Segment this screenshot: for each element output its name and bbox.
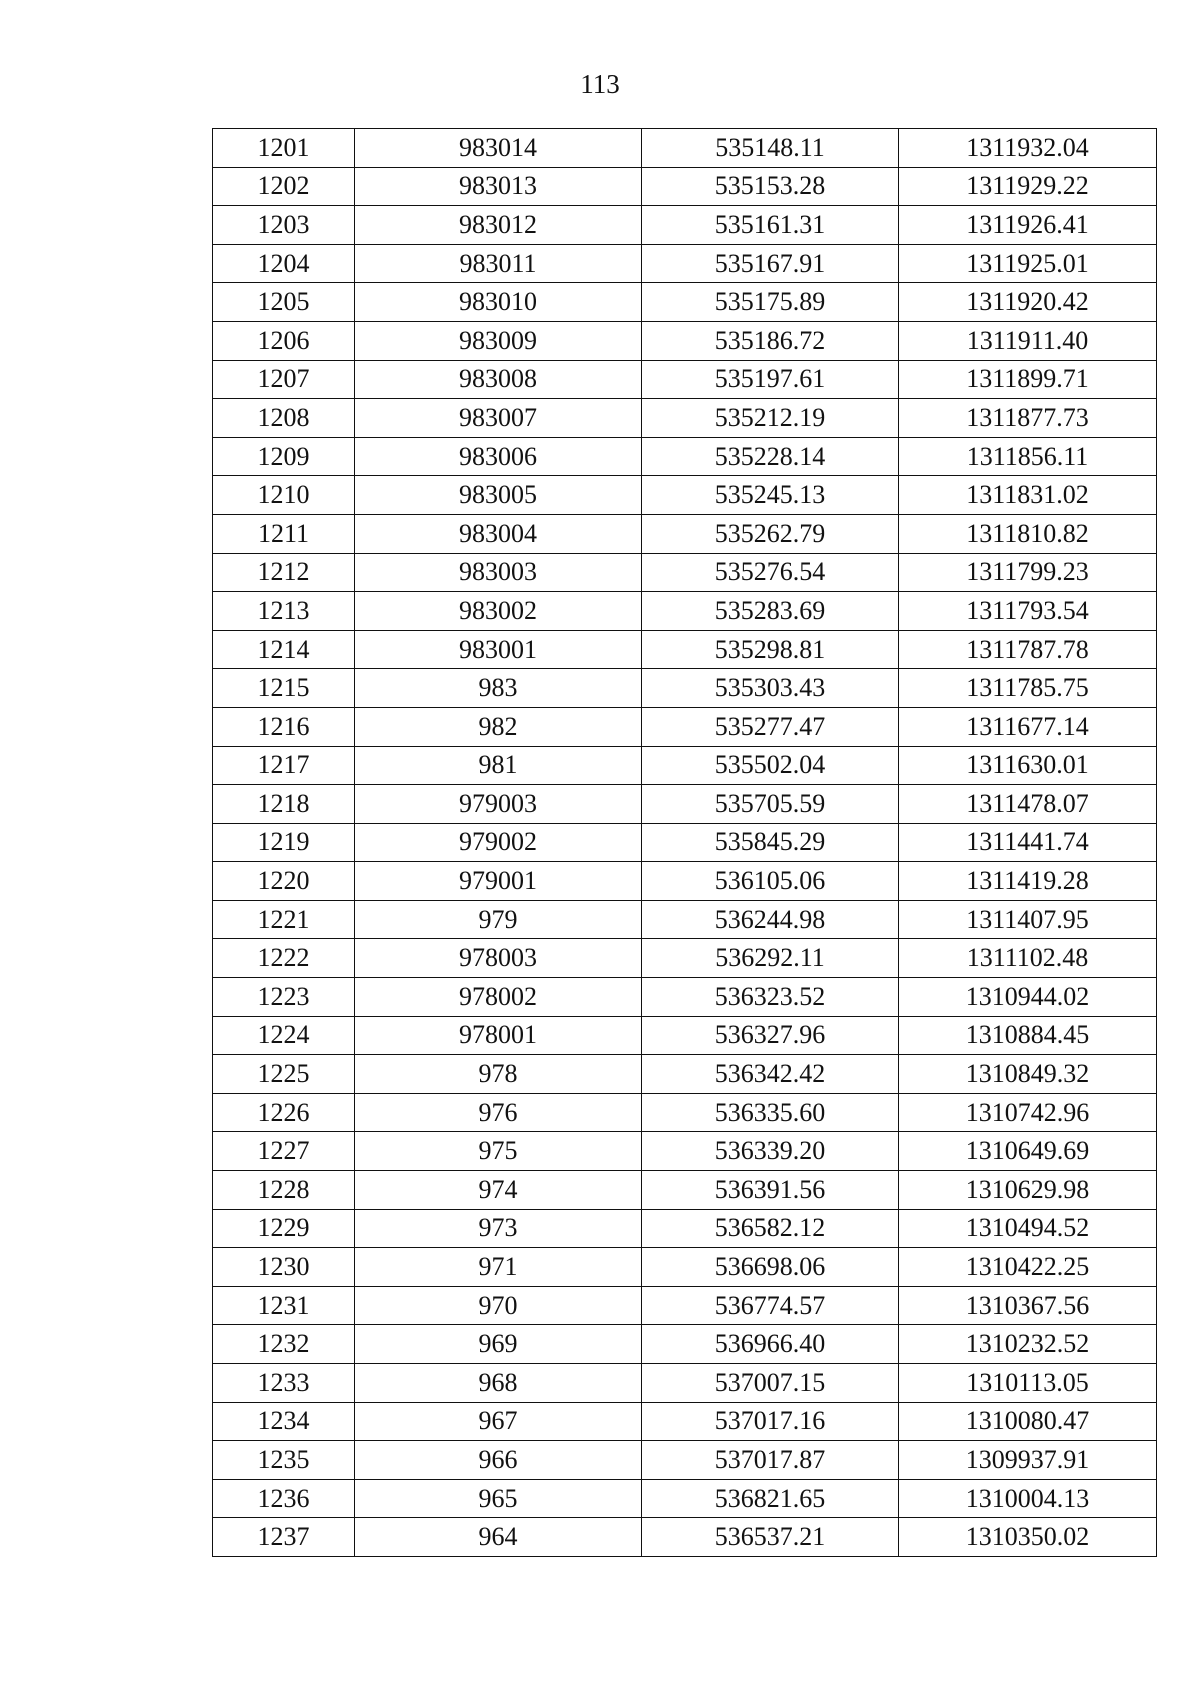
row-number-cell: 1225 — [213, 1055, 355, 1094]
row-number-cell: 1222 — [213, 939, 355, 978]
table-row — [213, 978, 1157, 1017]
x-coordinate-cell: 535245.13 — [642, 476, 899, 515]
x-coordinate-cell: 536292.11 — [642, 939, 899, 978]
y-coordinate-cell: 1310944.02 — [899, 978, 1157, 1017]
table-row — [213, 1325, 1157, 1364]
x-coordinate-cell: 535175.89 — [642, 283, 899, 322]
x-coordinate-cell: 536698.06 — [642, 1248, 899, 1287]
y-coordinate-cell: 1311877.73 — [899, 399, 1157, 438]
x-coordinate-cell: 537017.16 — [642, 1402, 899, 1441]
y-coordinate-cell: 1311926.41 — [899, 206, 1157, 245]
row-number-cell: 1234 — [213, 1402, 355, 1441]
point-id-cell: 983003 — [355, 553, 642, 592]
point-id-cell: 982 — [355, 707, 642, 746]
y-coordinate-cell: 1311441.74 — [899, 823, 1157, 862]
point-id-cell: 983006 — [355, 437, 642, 476]
row-number-cell: 1233 — [213, 1364, 355, 1403]
point-id-cell: 979003 — [355, 785, 642, 824]
x-coordinate-cell: 537017.87 — [642, 1441, 899, 1480]
y-coordinate-cell: 1311856.11 — [899, 437, 1157, 476]
point-id-cell: 983005 — [355, 476, 642, 515]
y-coordinate-cell: 1311677.14 — [899, 707, 1157, 746]
x-coordinate-cell: 537007.15 — [642, 1364, 899, 1403]
y-coordinate-cell: 1310367.56 — [899, 1286, 1157, 1325]
point-id-cell: 981 — [355, 746, 642, 785]
x-coordinate-cell: 535197.61 — [642, 360, 899, 399]
y-coordinate-cell: 1311929.22 — [899, 167, 1157, 206]
page-number: 113 — [580, 69, 620, 99]
y-coordinate-cell: 1311810.82 — [899, 514, 1157, 553]
row-number-cell: 1230 — [213, 1248, 355, 1287]
table-row — [213, 1518, 1157, 1557]
table-row — [213, 129, 1157, 168]
y-coordinate-cell: 1310232.52 — [899, 1325, 1157, 1364]
x-coordinate-cell: 535167.91 — [642, 244, 899, 283]
row-number-cell: 1232 — [213, 1325, 355, 1364]
y-coordinate-cell: 1311899.71 — [899, 360, 1157, 399]
row-number-cell: 1231 — [213, 1286, 355, 1325]
row-number-cell: 1212 — [213, 553, 355, 592]
point-id-cell: 983002 — [355, 592, 642, 631]
table-row — [213, 669, 1157, 708]
point-id-cell: 964 — [355, 1518, 642, 1557]
row-number-cell: 1229 — [213, 1209, 355, 1248]
point-id-cell: 975 — [355, 1132, 642, 1171]
point-id-cell: 979002 — [355, 823, 642, 862]
x-coordinate-cell: 535303.43 — [642, 669, 899, 708]
row-number-cell: 1216 — [213, 707, 355, 746]
x-coordinate-cell: 535705.59 — [642, 785, 899, 824]
point-id-cell: 974 — [355, 1171, 642, 1210]
row-number-cell: 1203 — [213, 206, 355, 245]
point-id-cell: 983 — [355, 669, 642, 708]
row-number-cell: 1235 — [213, 1441, 355, 1480]
point-id-cell: 978003 — [355, 939, 642, 978]
y-coordinate-cell: 1311478.07 — [899, 785, 1157, 824]
table-row — [213, 862, 1157, 901]
table-row — [213, 823, 1157, 862]
x-coordinate-cell: 535153.28 — [642, 167, 899, 206]
row-number-cell: 1213 — [213, 592, 355, 631]
x-coordinate-cell: 536391.56 — [642, 1171, 899, 1210]
point-id-cell: 983007 — [355, 399, 642, 438]
x-coordinate-cell: 535228.14 — [642, 437, 899, 476]
y-coordinate-cell: 1311920.42 — [899, 283, 1157, 322]
table-body — [213, 129, 1157, 1557]
row-number-cell: 1227 — [213, 1132, 355, 1171]
point-id-cell: 983004 — [355, 514, 642, 553]
table-row — [213, 1093, 1157, 1132]
row-number-cell: 1237 — [213, 1518, 355, 1557]
point-id-cell: 969 — [355, 1325, 642, 1364]
row-number-cell: 1226 — [213, 1093, 355, 1132]
table-row — [213, 707, 1157, 746]
row-number-cell: 1202 — [213, 167, 355, 206]
table-row — [213, 746, 1157, 785]
table-row — [213, 1364, 1157, 1403]
table-row — [213, 553, 1157, 592]
table-row — [213, 514, 1157, 553]
y-coordinate-cell: 1310422.25 — [899, 1248, 1157, 1287]
y-coordinate-cell: 1310494.52 — [899, 1209, 1157, 1248]
y-coordinate-cell: 1310004.13 — [899, 1479, 1157, 1518]
y-coordinate-cell: 1310350.02 — [899, 1518, 1157, 1557]
row-number-cell: 1217 — [213, 746, 355, 785]
y-coordinate-cell: 1311831.02 — [899, 476, 1157, 515]
y-coordinate-cell: 1311799.23 — [899, 553, 1157, 592]
y-coordinate-cell: 1310649.69 — [899, 1132, 1157, 1171]
table-row — [213, 900, 1157, 939]
row-number-cell: 1201 — [213, 129, 355, 168]
point-id-cell: 983013 — [355, 167, 642, 206]
point-id-cell: 978001 — [355, 1016, 642, 1055]
y-coordinate-cell: 1311787.78 — [899, 630, 1157, 669]
x-coordinate-cell: 535262.79 — [642, 514, 899, 553]
table-row — [213, 206, 1157, 245]
point-id-cell: 983009 — [355, 321, 642, 360]
point-id-cell: 970 — [355, 1286, 642, 1325]
point-id-cell: 973 — [355, 1209, 642, 1248]
row-number-cell: 1220 — [213, 862, 355, 901]
y-coordinate-cell: 1310080.47 — [899, 1402, 1157, 1441]
table-row — [213, 1209, 1157, 1248]
y-coordinate-cell: 1311793.54 — [899, 592, 1157, 631]
x-coordinate-cell: 536339.20 — [642, 1132, 899, 1171]
x-coordinate-cell: 536821.65 — [642, 1479, 899, 1518]
table-row — [213, 1248, 1157, 1287]
table-row — [213, 592, 1157, 631]
table-row — [213, 1441, 1157, 1480]
table-row — [213, 244, 1157, 283]
x-coordinate-cell: 536105.06 — [642, 862, 899, 901]
x-coordinate-cell: 535186.72 — [642, 321, 899, 360]
x-coordinate-cell: 536774.57 — [642, 1286, 899, 1325]
point-id-cell: 978 — [355, 1055, 642, 1094]
y-coordinate-cell: 1311932.04 — [899, 129, 1157, 168]
y-coordinate-cell: 1311925.01 — [899, 244, 1157, 283]
x-coordinate-cell: 535502.04 — [642, 746, 899, 785]
point-id-cell: 967 — [355, 1402, 642, 1441]
y-coordinate-cell: 1311785.75 — [899, 669, 1157, 708]
x-coordinate-cell: 535276.54 — [642, 553, 899, 592]
table-row — [213, 1132, 1157, 1171]
y-coordinate-cell: 1309937.91 — [899, 1441, 1157, 1480]
coordinates-table — [212, 128, 1157, 1557]
row-number-cell: 1204 — [213, 244, 355, 283]
row-number-cell: 1210 — [213, 476, 355, 515]
y-coordinate-cell: 1310849.32 — [899, 1055, 1157, 1094]
y-coordinate-cell: 1311419.28 — [899, 862, 1157, 901]
x-coordinate-cell: 536244.98 — [642, 900, 899, 939]
row-number-cell: 1215 — [213, 669, 355, 708]
table-row — [213, 1402, 1157, 1441]
x-coordinate-cell: 536537.21 — [642, 1518, 899, 1557]
table-row — [213, 399, 1157, 438]
point-id-cell: 968 — [355, 1364, 642, 1403]
table-row — [213, 1016, 1157, 1055]
table-row — [213, 1286, 1157, 1325]
x-coordinate-cell: 535845.29 — [642, 823, 899, 862]
point-id-cell: 983010 — [355, 283, 642, 322]
x-coordinate-cell: 535212.19 — [642, 399, 899, 438]
table-row — [213, 630, 1157, 669]
y-coordinate-cell: 1310884.45 — [899, 1016, 1157, 1055]
y-coordinate-cell: 1310113.05 — [899, 1364, 1157, 1403]
row-number-cell: 1208 — [213, 399, 355, 438]
x-coordinate-cell: 535161.31 — [642, 206, 899, 245]
x-coordinate-cell: 536966.40 — [642, 1325, 899, 1364]
x-coordinate-cell: 535277.47 — [642, 707, 899, 746]
y-coordinate-cell: 1311102.48 — [899, 939, 1157, 978]
x-coordinate-cell: 536342.42 — [642, 1055, 899, 1094]
table-row — [213, 939, 1157, 978]
point-id-cell: 979 — [355, 900, 642, 939]
row-number-cell: 1223 — [213, 978, 355, 1017]
table-row — [213, 437, 1157, 476]
table-row — [213, 785, 1157, 824]
y-coordinate-cell: 1310629.98 — [899, 1171, 1157, 1210]
point-id-cell: 966 — [355, 1441, 642, 1480]
point-id-cell: 983011 — [355, 244, 642, 283]
row-number-cell: 1205 — [213, 283, 355, 322]
table-row — [213, 321, 1157, 360]
point-id-cell: 965 — [355, 1479, 642, 1518]
table-row — [213, 360, 1157, 399]
point-id-cell: 983012 — [355, 206, 642, 245]
table-row — [213, 1171, 1157, 1210]
y-coordinate-cell: 1310742.96 — [899, 1093, 1157, 1132]
row-number-cell: 1214 — [213, 630, 355, 669]
row-number-cell: 1209 — [213, 437, 355, 476]
row-number-cell: 1228 — [213, 1171, 355, 1210]
point-id-cell: 976 — [355, 1093, 642, 1132]
table-row — [213, 1479, 1157, 1518]
x-coordinate-cell: 536335.60 — [642, 1093, 899, 1132]
y-coordinate-cell: 1311630.01 — [899, 746, 1157, 785]
x-coordinate-cell: 536327.96 — [642, 1016, 899, 1055]
point-id-cell: 978002 — [355, 978, 642, 1017]
table-row — [213, 283, 1157, 322]
point-id-cell: 971 — [355, 1248, 642, 1287]
row-number-cell: 1221 — [213, 900, 355, 939]
row-number-cell: 1236 — [213, 1479, 355, 1518]
point-id-cell: 979001 — [355, 862, 642, 901]
table-row — [213, 1055, 1157, 1094]
x-coordinate-cell: 535148.11 — [642, 129, 899, 168]
point-id-cell: 983001 — [355, 630, 642, 669]
table-row — [213, 476, 1157, 515]
row-number-cell: 1218 — [213, 785, 355, 824]
y-coordinate-cell: 1311911.40 — [899, 321, 1157, 360]
x-coordinate-cell: 536323.52 — [642, 978, 899, 1017]
row-number-cell: 1207 — [213, 360, 355, 399]
table-row — [213, 167, 1157, 206]
x-coordinate-cell: 535298.81 — [642, 630, 899, 669]
x-coordinate-cell: 535283.69 — [642, 592, 899, 631]
point-id-cell: 983008 — [355, 360, 642, 399]
x-coordinate-cell: 536582.12 — [642, 1209, 899, 1248]
row-number-cell: 1224 — [213, 1016, 355, 1055]
row-number-cell: 1206 — [213, 321, 355, 360]
y-coordinate-cell: 1311407.95 — [899, 900, 1157, 939]
point-id-cell: 983014 — [355, 129, 642, 168]
row-number-cell: 1219 — [213, 823, 355, 862]
row-number-cell: 1211 — [213, 514, 355, 553]
